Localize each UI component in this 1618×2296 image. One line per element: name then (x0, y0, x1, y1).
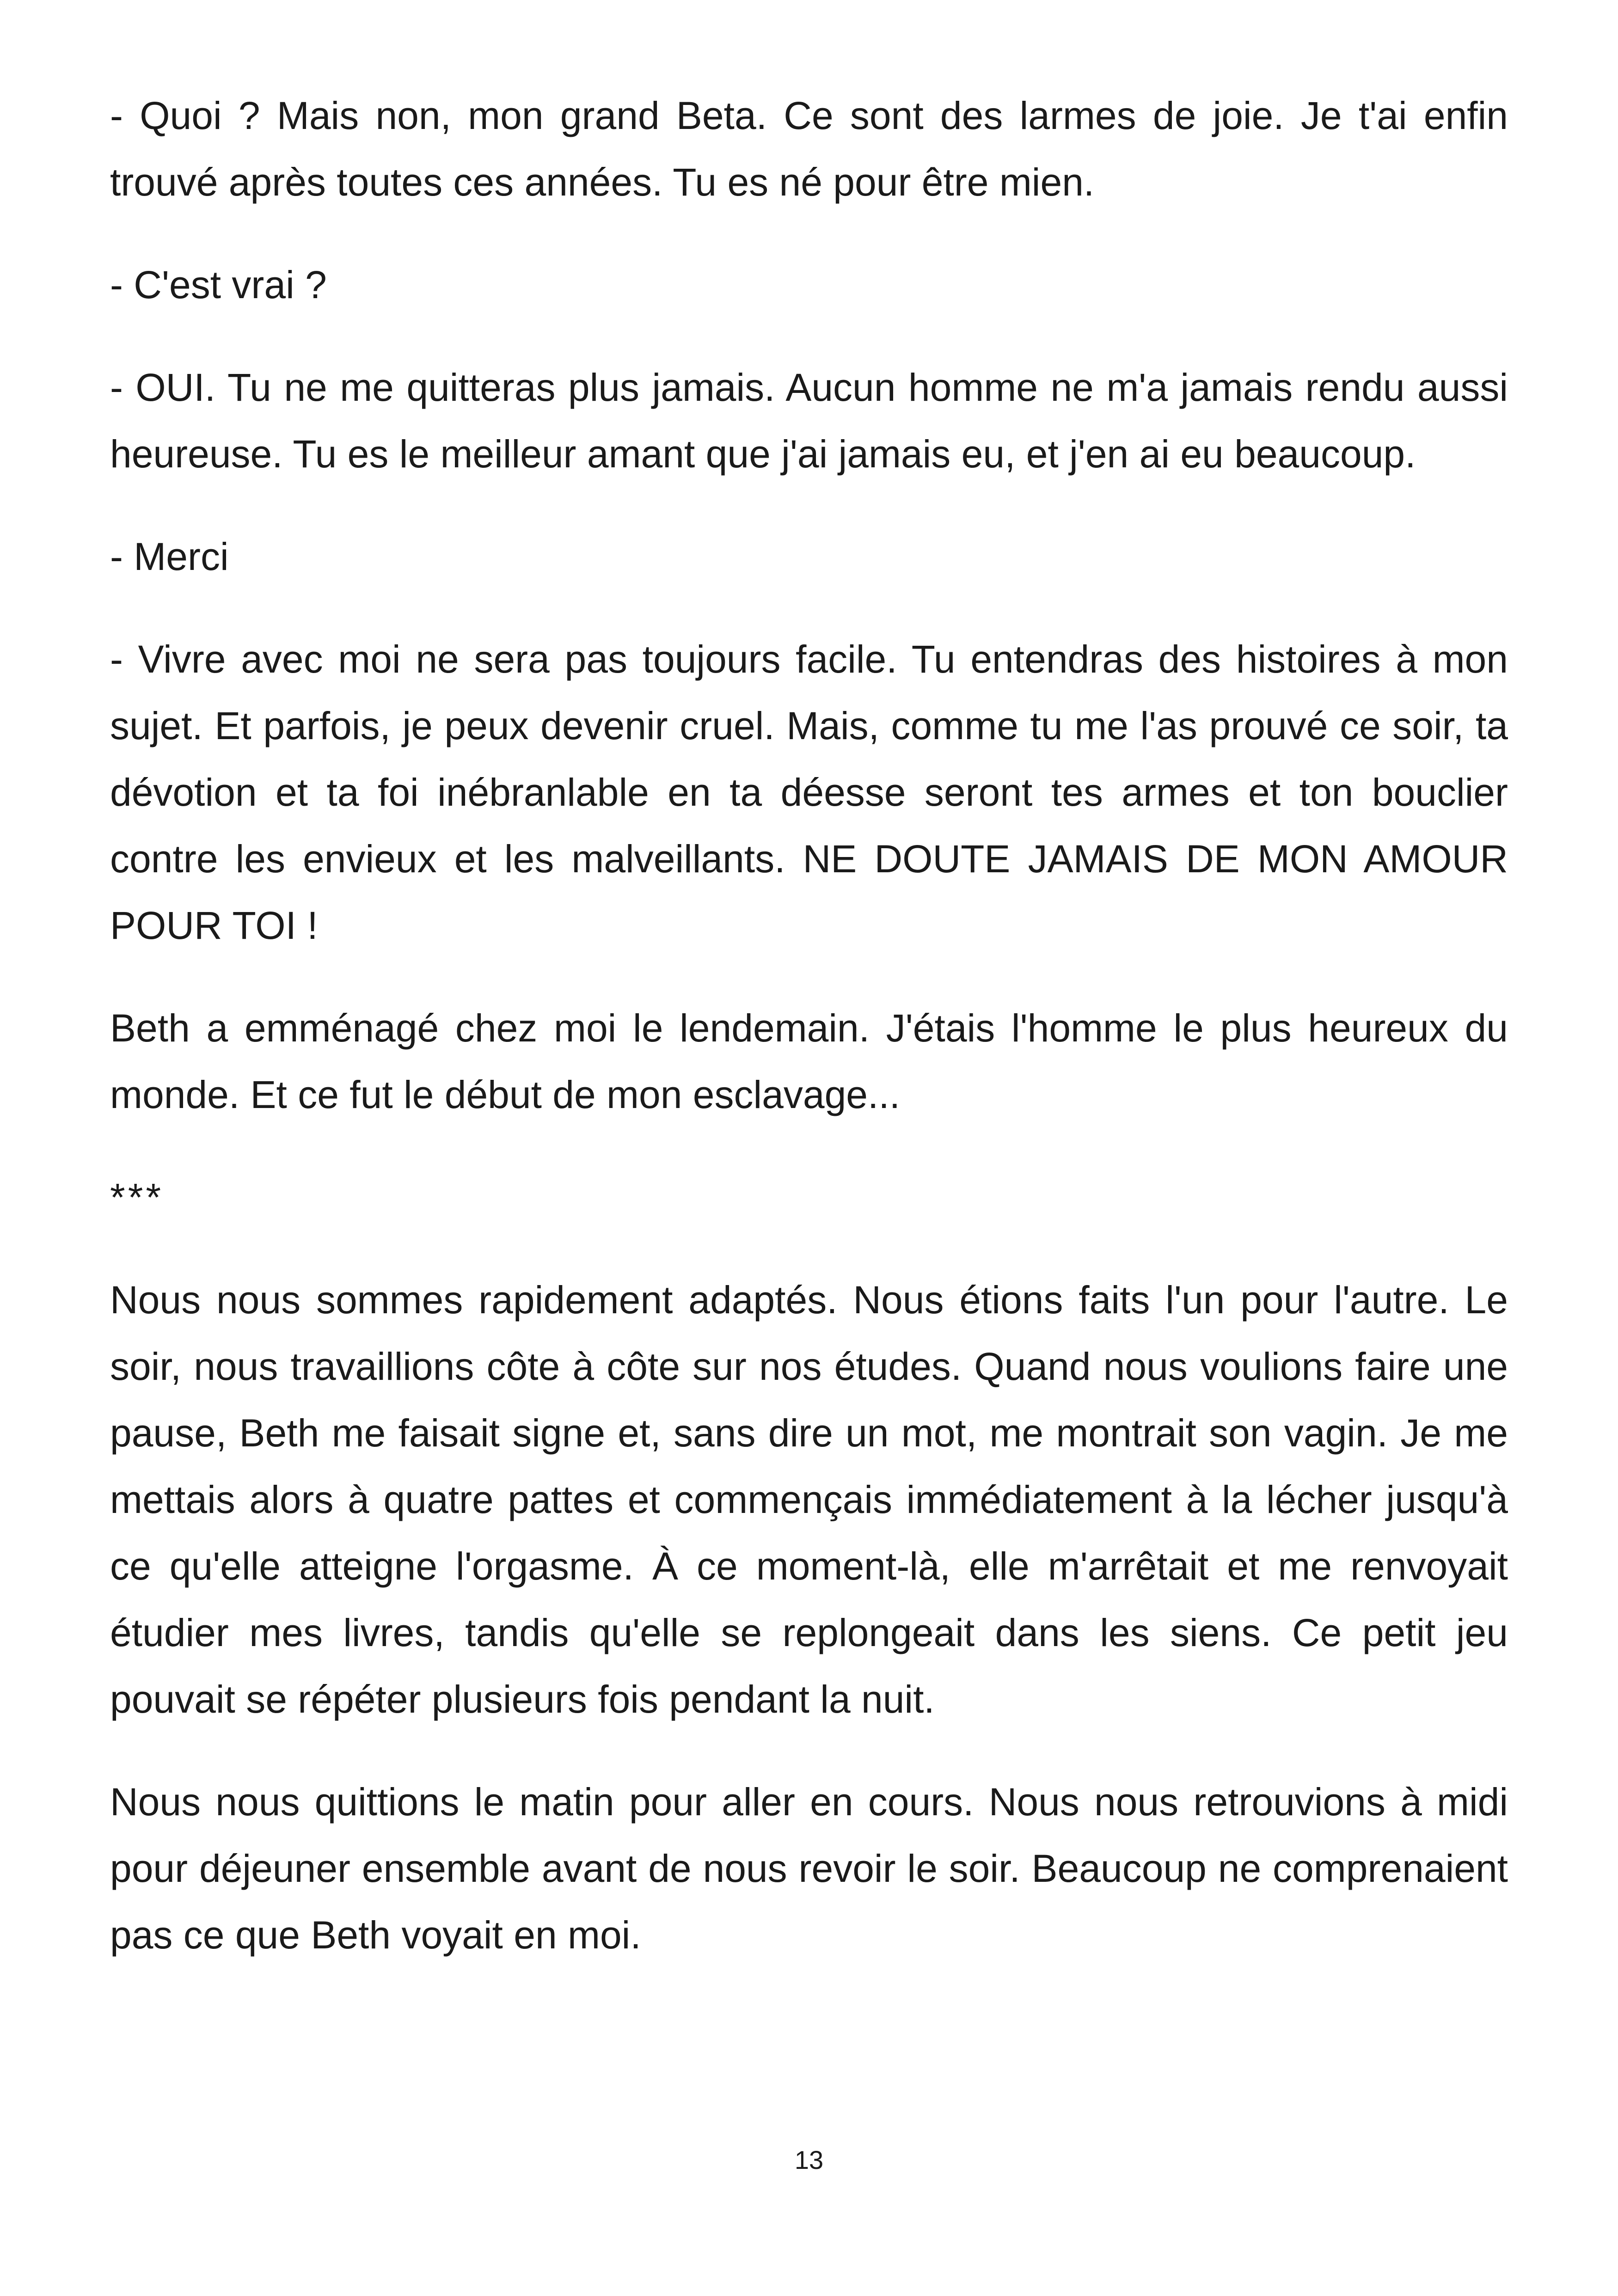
paragraph-8: Nous nous quittions le matin pour aller en cours. Nous nous retrouvions à midi pour déjeuner ensemble avant de nous revoir le soir. Beaucoup ne comprenaient pas ce que Beth voyait en moi. (110, 1780, 1508, 1957)
text-body (110, 82, 1508, 2004)
section-separator: *** (110, 1176, 164, 1219)
paragraph-6: Beth a emménagé chez moi le lendemain. J'étais l'homme le plus heureux du monde. Et ce fut le début de mon esclavage... (110, 1006, 1508, 1116)
paragraph-1: - Quoi ? Mais non, mon grand Beta. Ce sont des larmes de joie. Je t'ai enfin trouvé après toutes ces années. Tu es né pour être mien. (110, 94, 1508, 204)
paragraph-3: - OUI. Tu ne me quitteras plus jamais. Aucun homme ne m'a jamais rendu aussi heureuse. Tu es le meilleur amant que j'ai jamais eu, et j'en ai eu beaucoup. (110, 366, 1508, 476)
page-number: 13 (794, 2145, 824, 2174)
paragraph-7: Nous nous sommes rapidement adaptés. Nous étions faits l'un pour l'autre. Le soir, nous travaillions côte à côte sur nos études. Quand nous voulions faire une pause, Beth me faisait signe et, sans dire un mot, me montrait son vagin. Je me mettais alors à quatre pattes et commençais immédiatement à la lécher jusqu'à ce qu'elle atteigne l'orgasme. À ce moment-là, elle m'arrêtait et me renvoyait étudier mes livres, tandis qu'elle se replongeait dans les siens. Ce petit jeu pouvait se répéter plusieurs fois pendant la nuit. (110, 1278, 1508, 1721)
paragraph-2: - C'est vrai ? (110, 263, 327, 306)
paragraph-5: - Vivre avec moi ne sera pas toujours facile. Tu entendras des histoires à mon sujet. Et parfois, je peux devenir cruel. Mais, comme tu me l'as prouvé ce soir, ta dévotion et ta foi inébranlable en ta déesse seront tes armes et ton bouclier contre les envieux et les malveillants. NE DOUTE JAMAIS DE MON AMOUR POUR TOI ! (110, 637, 1508, 947)
paragraph-4: - Merci (110, 535, 229, 578)
